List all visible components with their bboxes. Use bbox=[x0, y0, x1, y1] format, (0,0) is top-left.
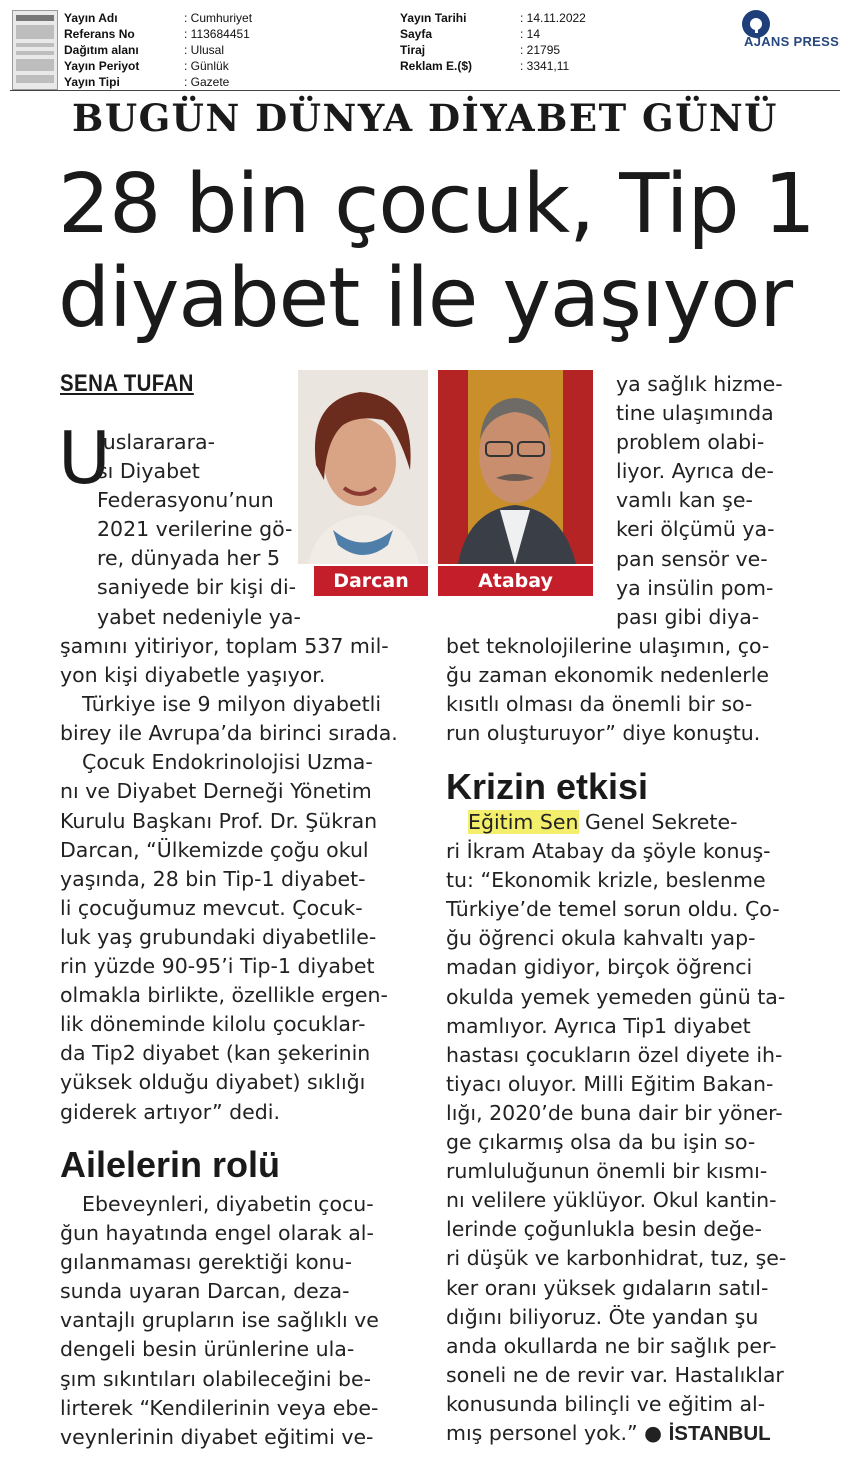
text-line: ker oranı yüksek gıdaların satıl- bbox=[446, 1275, 769, 1300]
text-line: run oluşturuyor” diye konuştu. bbox=[446, 721, 761, 746]
text-line: birey ile Avrupa’da birinci sırada. bbox=[60, 721, 398, 746]
text-line: Darcan, “Ülkemizde çoğu okul bbox=[60, 837, 369, 862]
photo-atabay bbox=[438, 370, 593, 564]
text-line: Federasyonu’nun bbox=[97, 488, 274, 513]
text-line: nı velilere yüklüyor. Okul kantin- bbox=[446, 1188, 777, 1213]
meta-row bbox=[400, 42, 586, 58]
text-line: pası gibi diya- bbox=[616, 604, 760, 629]
text-line: rin yüzde 90-95’i Tip-1 diyabet bbox=[60, 954, 375, 979]
text-line: ğu zaman ekonomik nedenlerle bbox=[446, 663, 770, 688]
text-line: bet teknolojilerine ulaşımın, ço- bbox=[446, 634, 770, 658]
text-line: olmakla birlikte, özellikle ergen- bbox=[60, 983, 388, 1008]
subheading-krizin-etkisi: Krizin etkisi bbox=[446, 766, 649, 807]
text-line: lerinde çoğunlukla besin değe- bbox=[446, 1217, 762, 1242]
atabay-portrait-icon bbox=[438, 370, 593, 564]
text-line: luk yaş grubundaki diyabetlile- bbox=[60, 924, 377, 949]
headline bbox=[58, 158, 815, 346]
meta-row bbox=[64, 42, 252, 58]
text-line: ge çıkarmış olsa da bu işin so- bbox=[446, 1130, 756, 1155]
caption-atabay: Atabay bbox=[438, 566, 593, 596]
meta-label: Tiraj bbox=[400, 43, 426, 57]
meta-value: : Ulusal bbox=[184, 43, 225, 57]
col1-intro bbox=[97, 428, 301, 632]
text-line: 2021 verilerine gö- bbox=[97, 517, 293, 542]
text-line: yabet nedeniyle ya- bbox=[97, 604, 301, 629]
text-line: hastası çocukların özel diyete ih- bbox=[446, 1042, 783, 1067]
kicker: BUGÜN DÜNYA DİYABET GÜNÜ bbox=[72, 96, 778, 140]
meta-value: : 3341,11 bbox=[520, 59, 570, 73]
text-line: Türkiye’de temel sorun oldu. Ço- bbox=[446, 897, 780, 922]
text-line: tiyacı oluyor. Milli Eğitim Bakan- bbox=[446, 1071, 774, 1096]
meta-left bbox=[64, 10, 252, 90]
text-line: gılanmaması gerektiği konu- bbox=[60, 1250, 353, 1275]
meta-value: : Günlük bbox=[184, 59, 229, 73]
ajans-press-logo-text: AJANS PRESS bbox=[744, 34, 840, 49]
meta-label: Yayın Tarihi bbox=[400, 11, 467, 25]
meta-value: : Cumhuriyet bbox=[184, 11, 253, 25]
text-line: saniyede bir kişi di- bbox=[97, 575, 297, 600]
meta-row bbox=[64, 58, 252, 74]
text-line: tu: “Ekonomik krizle, beslenme bbox=[446, 868, 766, 893]
text-line: nı ve Diyabet Derneği Yönetim bbox=[60, 779, 372, 804]
col1-sub bbox=[60, 1190, 379, 1452]
text-line: sunda uyaran Darcan, deza- bbox=[60, 1279, 350, 1304]
text-line: madan gidiyor, birçok öğrenci bbox=[446, 955, 753, 980]
text-line: tine ulaşımında bbox=[616, 401, 774, 426]
meta-label: Sayfa bbox=[400, 27, 433, 41]
text-line: liyor. Ayrıca de- bbox=[616, 459, 774, 484]
meta-label: Referans No bbox=[64, 27, 135, 41]
col3-top bbox=[616, 370, 783, 632]
text-line: yon kişi diyabetle yaşıyor. bbox=[60, 663, 326, 688]
text-line: ğun hayatında engel olarak al- bbox=[60, 1221, 374, 1246]
meta-row bbox=[64, 26, 252, 42]
meta-label: Yayın Periyot bbox=[64, 59, 140, 73]
text-line: problem olabi- bbox=[616, 430, 765, 455]
col2-cont bbox=[446, 632, 769, 748]
bullet-icon: ● bbox=[644, 1420, 663, 1445]
text-line: vantajlı grupların ise sağlıklı ve bbox=[60, 1308, 379, 1333]
text-line: Kurulu Başkanı Prof. Dr. Şükran bbox=[60, 808, 378, 833]
text-line: yaşında, 28 bin Tip-1 diyabet- bbox=[60, 866, 366, 891]
text-line: Ebeveynleri, diyabetin çocu- bbox=[82, 1192, 374, 1216]
text-line: ğu öğrenci okula kahvaltı yap- bbox=[446, 926, 756, 951]
meta-value: : 14.11.2022 bbox=[520, 11, 586, 25]
text-line: da Tip2 diyabet (kan şekerinin bbox=[60, 1041, 371, 1066]
byline: SENA TUFAN bbox=[60, 370, 194, 397]
caption-darcan: Darcan bbox=[314, 566, 428, 596]
newspaper-thumbnail bbox=[12, 10, 58, 90]
meta-row bbox=[64, 74, 252, 90]
text-line: lirterek “Kendilerinin veya ebe- bbox=[60, 1395, 379, 1420]
text-line: ri düşük ve karbonhidrat, tuz, şe- bbox=[446, 1246, 787, 1271]
text-line: dığını biliyoruz. Öte yandan şu bbox=[446, 1304, 759, 1329]
text-line: mamlıyor. Ayrıca Tip1 diyabet bbox=[446, 1013, 751, 1038]
text-line: luslararara- bbox=[97, 430, 215, 454]
meta-label: Dağıtım alanı bbox=[64, 43, 139, 57]
text-line: şım sıkıntıları olabileceğini be- bbox=[60, 1366, 372, 1391]
meta-row bbox=[64, 10, 252, 26]
text-line: okulda yemek yemeden günü ta- bbox=[446, 984, 786, 1009]
text-line: giderek artıyor” dedi. bbox=[60, 1099, 280, 1124]
text-line: Çocuk Endokrinolojisi Uzma- bbox=[82, 750, 373, 775]
col2-first-line: Eğitim Sen Genel Sekrete- bbox=[468, 810, 738, 834]
meta-value: : Gazete bbox=[184, 75, 230, 89]
text-line: şamını yitiriyor, toplam 537 mil- bbox=[60, 634, 389, 658]
meta-label: Yayın Tipi bbox=[64, 75, 120, 89]
col1-body bbox=[60, 632, 398, 1127]
text-line: soneli ne de revir var. Hastalıklar bbox=[446, 1362, 784, 1387]
text-line: ri İkram Atabay da şöyle konuş- bbox=[446, 839, 771, 864]
text-line: pan sensör ve- bbox=[616, 546, 768, 571]
subheading-ailelerin-rolu: Ailelerin rolü bbox=[60, 1144, 281, 1185]
text-line: konusunda bilinçli ve eğitim al- bbox=[446, 1391, 766, 1416]
meta-row bbox=[400, 58, 586, 74]
text-line: kısıtlı olması da önemli bir so- bbox=[446, 692, 753, 717]
text-line: keri ölçümü ya- bbox=[616, 517, 775, 542]
meta-value: : 113684451 bbox=[184, 27, 250, 41]
text-line: re, dünyada her 5 bbox=[97, 546, 280, 571]
headline-line-1: 28 bin çocuk, Tip 1 bbox=[58, 157, 815, 252]
meta-row bbox=[400, 26, 586, 42]
text-line: lik döneminde kilolu çocuklar- bbox=[60, 1012, 366, 1037]
text-line: sı Diyabet bbox=[97, 459, 200, 484]
location: İSTANBUL bbox=[668, 1421, 771, 1445]
meta-row bbox=[400, 10, 586, 26]
text-line: vamlı kan şe- bbox=[616, 488, 753, 513]
drop-cap: U bbox=[58, 416, 111, 500]
meta-value: : 21795 bbox=[520, 43, 561, 57]
text-line: dengeli besin ürünlerine ula- bbox=[60, 1337, 355, 1362]
highlight-egitim-sen: Eğitim Sen bbox=[468, 810, 579, 834]
text-line: veynlerinin diyabet eğitimi ve- bbox=[60, 1424, 374, 1449]
meta-label: Reklam E.($) bbox=[400, 59, 473, 73]
col2-last-line: mış personel yok.” ● İSTANBUL bbox=[446, 1420, 771, 1445]
meta-value: : 14 bbox=[520, 27, 541, 41]
text-line: Türkiye ise 9 milyon diyabetli bbox=[82, 692, 382, 717]
meta-right bbox=[400, 10, 586, 74]
text-line: ya insülin pom- bbox=[616, 575, 774, 600]
darcan-portrait-icon bbox=[298, 370, 428, 564]
headline-line-2: diyabet ile yaşıyor bbox=[58, 251, 793, 346]
text-line: lığı, 2020’de buna dair bir yöner- bbox=[446, 1100, 783, 1125]
text-line: li çocuğumuz mevcut. Çocuk- bbox=[60, 895, 363, 920]
text-line: rumluluğunun önemli bir kısmı- bbox=[446, 1159, 768, 1184]
text-line: yüksek olduğu diyabet) sıklığı bbox=[60, 1070, 366, 1095]
photo-darcan bbox=[298, 370, 428, 564]
text-line: ya sağlık hizme- bbox=[616, 372, 783, 396]
header-divider bbox=[10, 90, 840, 91]
meta-label: Yayın Adı bbox=[64, 11, 118, 25]
text-line: anda okullarda ne bir sağlık per- bbox=[446, 1333, 777, 1358]
col2-body bbox=[446, 808, 786, 1448]
